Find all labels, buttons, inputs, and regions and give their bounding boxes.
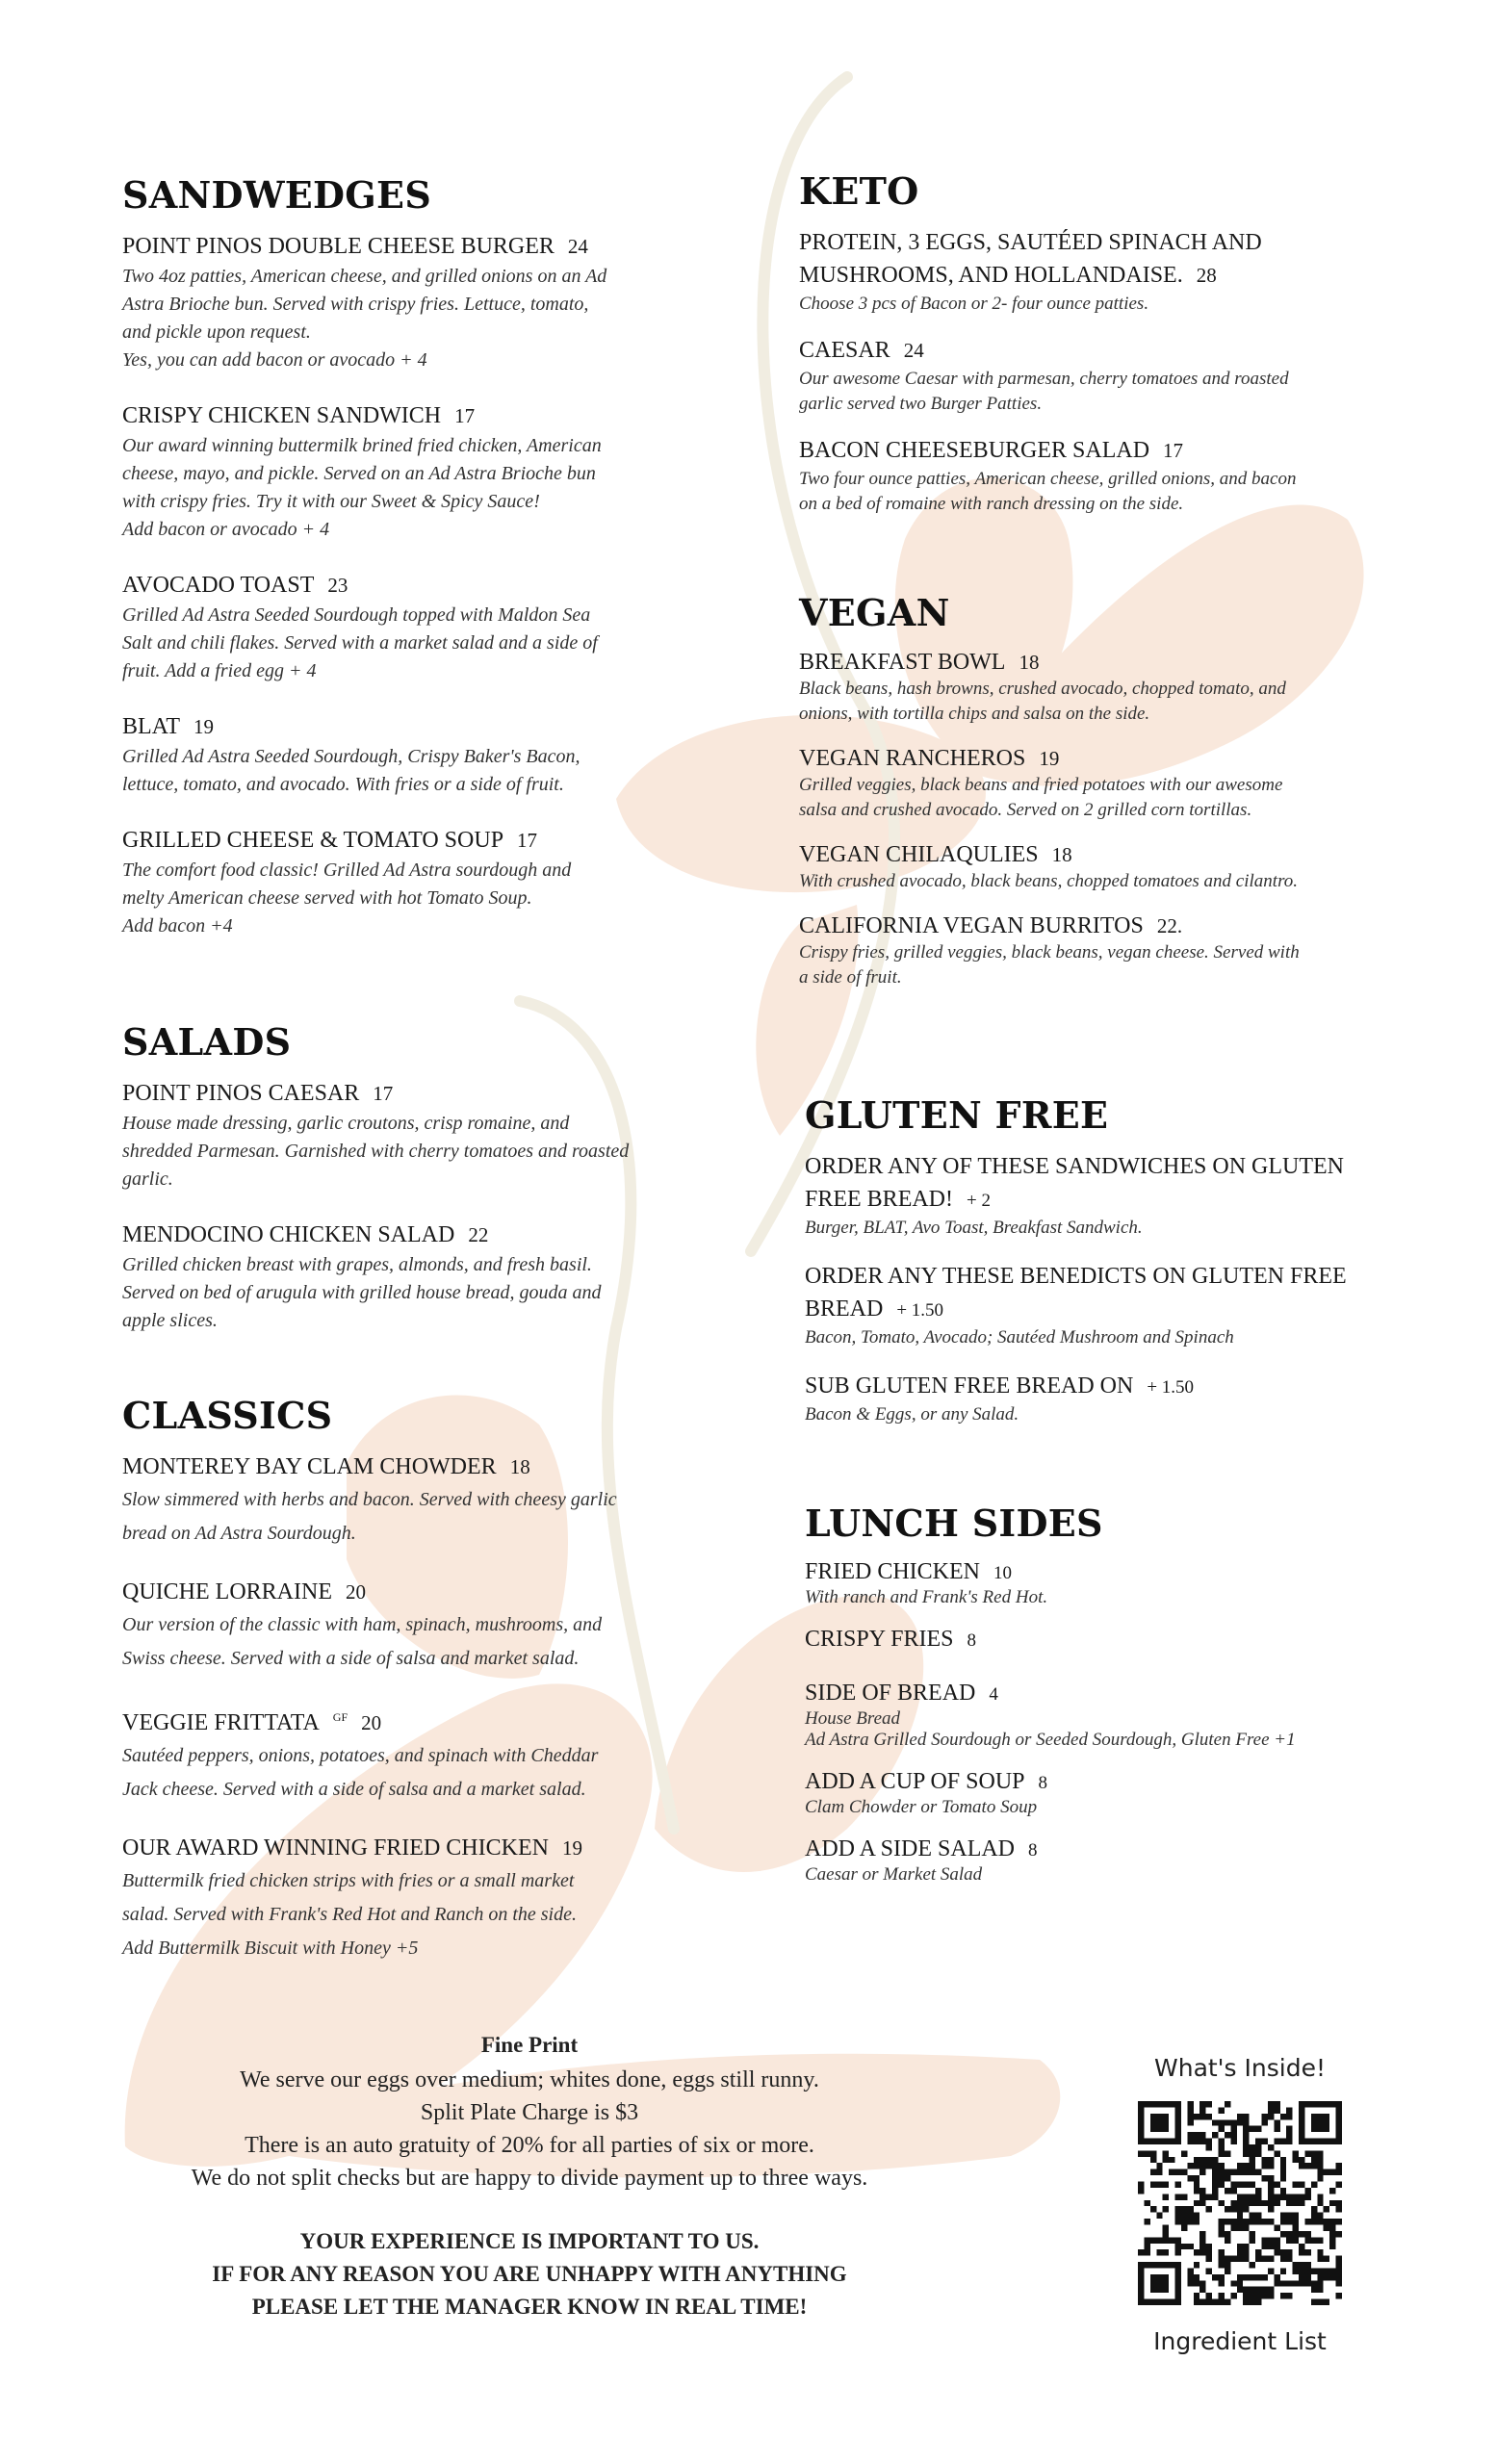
menu-item bbox=[799, 434, 1406, 517]
desc-line: onions, with tortilla chips and salsa on the side. bbox=[799, 704, 1150, 724]
item-description bbox=[799, 367, 1406, 417]
desc-line: Served on bed of arugula with grilled house bread, gouda and bbox=[122, 1282, 602, 1303]
desc-line: Grilled Ad Astra Seeded Sourdough topped with Maldon Sea bbox=[122, 604, 591, 626]
desc-line: Astra Brioche bun. Served with crispy fries. Lettuce, tomato, bbox=[122, 294, 589, 315]
menu-item bbox=[805, 1150, 1411, 1239]
section-gluten-free bbox=[805, 1093, 1411, 1447]
desc-line: Grilled chicken breast with grapes, almonds, and fresh basil. bbox=[122, 1254, 592, 1275]
item-price: 8 bbox=[967, 1630, 976, 1651]
item-name: POINT PINOS DOUBLE CHEESE BURGER bbox=[122, 234, 555, 259]
desc-line: apple slices. bbox=[122, 1310, 218, 1331]
item-name: CRISPY CHICKEN SANDWICH bbox=[122, 403, 442, 428]
item-description bbox=[805, 1864, 1411, 1886]
item-description bbox=[799, 940, 1406, 990]
desc-line: salad. Served with Frank's Red Hot and Ranch on the side. bbox=[122, 1904, 577, 1925]
item-price: 18 bbox=[509, 1455, 530, 1478]
item-name: ORDER ANY OF THESE SANDWICHES ON GLUTEN bbox=[805, 1154, 1345, 1179]
item-name: CAESAR bbox=[799, 338, 890, 363]
item-name: POINT PINOS CAESAR bbox=[122, 1081, 360, 1106]
item-description bbox=[122, 743, 709, 799]
item-name: CRISPY FRIES bbox=[805, 1627, 954, 1652]
item-name: ORDER ANY THESE BENEDICTS ON GLUTEN FREE bbox=[805, 1264, 1347, 1289]
item-note: Yes, you can add bacon or avocado + 4 bbox=[122, 349, 427, 371]
qr-code[interactable] bbox=[1138, 2101, 1342, 2305]
item-description bbox=[122, 263, 709, 374]
desc-line: Our award winning buttermilk brined fried chicken, American bbox=[122, 435, 602, 456]
item-price: 17 bbox=[454, 404, 476, 427]
menu-item bbox=[799, 334, 1406, 417]
menu-item bbox=[805, 1370, 1411, 1425]
menu-item bbox=[799, 648, 1406, 727]
item-price: + 2 bbox=[967, 1191, 991, 1211]
item-price: + 1.50 bbox=[896, 1300, 944, 1321]
fine-print-title: Fine Print bbox=[480, 2033, 579, 2057]
desc-line: a side of fruit. bbox=[799, 967, 902, 988]
item-description bbox=[805, 1327, 1411, 1348]
desc-line: garlic served two Burger Patties. bbox=[799, 394, 1043, 414]
desc-line: House Bread bbox=[805, 1708, 901, 1729]
item-name: SUB GLUTEN FREE BREAD ON bbox=[805, 1373, 1134, 1399]
menu-item bbox=[805, 1260, 1411, 1348]
item-name: OUR AWARD WINNING FRIED CHICKEN bbox=[122, 1835, 549, 1861]
desc-line: Salt and chili flakes. Served with a market salad and a side of bbox=[122, 632, 598, 654]
manager-notice-line: YOUR EXPERIENCE IS IMPORTANT TO US. bbox=[299, 2229, 760, 2253]
gluten-free-tag: GF bbox=[332, 1710, 348, 1724]
item-price: 20 bbox=[345, 1580, 366, 1604]
menu-item bbox=[805, 1835, 1411, 1886]
item-description bbox=[122, 1608, 709, 1676]
item-description bbox=[805, 1797, 1411, 1818]
desc-line: Add Buttermilk Biscuit with Honey +5 bbox=[122, 1938, 419, 1959]
desc-line: The comfort food classic! Grilled Ad Astra sourdough and bbox=[122, 860, 572, 881]
item-price: 19 bbox=[1039, 747, 1060, 770]
desc-line: Grilled Ad Astra Seeded Sourdough, Crispy Baker's Bacon, bbox=[122, 746, 580, 767]
item-name: PROTEIN, 3 EGGS, SAUTÉED SPINACH AND bbox=[799, 230, 1262, 255]
item-note: Add bacon or avocado + 4 bbox=[122, 519, 330, 540]
section-keto bbox=[799, 169, 1406, 534]
desc-line: Buttermilk fried chicken strips with fries or a small market bbox=[122, 1870, 575, 1891]
item-name: ADD A SIDE SALAD bbox=[805, 1836, 1016, 1861]
desc-line: Swiss cheese. Served with a side of salsa and market salad. bbox=[122, 1648, 580, 1669]
item-price: 18 bbox=[1019, 651, 1040, 674]
menu-item bbox=[122, 710, 709, 799]
item-description bbox=[805, 1587, 1411, 1608]
desc-line: cheese, mayo, and pickle. Served on an Ad Astra Brioche bun bbox=[122, 463, 596, 484]
item-price: 4 bbox=[989, 1684, 998, 1705]
desc-line: Grilled veggies, black beans and fried potatoes with our awesome bbox=[799, 775, 1283, 795]
item-name: BLAT bbox=[122, 714, 180, 739]
item-description bbox=[799, 773, 1406, 823]
item-price: 24 bbox=[567, 235, 588, 258]
item-name: MUSHROOMS, AND HOLLANDAISE. bbox=[799, 263, 1183, 288]
item-price: 8 bbox=[1038, 1773, 1048, 1793]
section-salads bbox=[122, 1020, 709, 1360]
section-title-keto: KETO bbox=[799, 169, 919, 213]
menu-item bbox=[122, 1219, 709, 1335]
section-title-gluten-free: GLUTEN FREE bbox=[805, 1093, 1109, 1137]
desc-line: Crispy fries, grilled veggies, black beans, vegan cheese. Served with bbox=[799, 942, 1300, 962]
item-name: QUICHE LORRAINE bbox=[122, 1579, 332, 1604]
menu-item bbox=[799, 226, 1406, 317]
desc-line: garlic. bbox=[122, 1168, 173, 1190]
desc-line: Two 4oz patties, American cheese, and grilled onions on an Ad bbox=[122, 266, 607, 287]
section-title-sandwedges: SANDWEDGES bbox=[122, 173, 432, 217]
item-price: 23 bbox=[327, 574, 348, 597]
desc-line: Black beans, hash browns, crushed avocado, chopped tomato, and bbox=[799, 679, 1286, 699]
item-name: CALIFORNIA VEGAN BURRITOS bbox=[799, 913, 1144, 938]
menu-item bbox=[122, 1701, 709, 1807]
item-name: AVOCADO TOAST bbox=[122, 573, 315, 598]
item-description bbox=[799, 467, 1406, 517]
item-name: ADD A CUP OF SOUP bbox=[805, 1769, 1025, 1794]
item-name: VEGAN CHILAQULIES bbox=[799, 842, 1039, 867]
item-description bbox=[122, 1864, 709, 1965]
item-price: 8 bbox=[1028, 1840, 1038, 1861]
menu-item bbox=[122, 1077, 709, 1194]
item-description bbox=[799, 292, 1406, 317]
menu-item bbox=[805, 1558, 1411, 1608]
desc-line: Caesar or Market Salad bbox=[805, 1864, 983, 1885]
item-description bbox=[805, 1218, 1411, 1239]
desc-line: Clam Chowder or Tomato Soup bbox=[805, 1797, 1038, 1817]
desc-line: Our awesome Caesar with parmesan, cherry tomatoes and roasted bbox=[799, 369, 1289, 389]
menu-item bbox=[799, 840, 1406, 894]
item-price: 22. bbox=[1156, 914, 1183, 937]
item-description bbox=[122, 1110, 709, 1194]
desc-line: With ranch and Frank's Red Hot. bbox=[805, 1587, 1048, 1607]
item-name: BREAD bbox=[805, 1296, 884, 1322]
section-classics bbox=[122, 1394, 709, 1990]
item-description bbox=[122, 432, 709, 544]
section-vegan bbox=[799, 591, 1406, 1008]
fine-print-line: There is an auto gratuity of 20% for all parties of six or more. bbox=[245, 2133, 814, 2158]
item-price: 10 bbox=[993, 1563, 1013, 1583]
item-price: 18 bbox=[1051, 843, 1072, 866]
item-name: BACON CHEESEBURGER SALAD bbox=[799, 438, 1150, 463]
item-name: VEGGIE FRITTATA bbox=[122, 1710, 320, 1735]
item-description bbox=[122, 1483, 709, 1551]
item-description bbox=[805, 1708, 1411, 1751]
section-lunch-sides bbox=[805, 1502, 1411, 1903]
desc-line: melty American cheese served with hot Tomato Soup. bbox=[122, 887, 532, 909]
item-name: BREAKFAST BOWL bbox=[799, 650, 1006, 675]
item-price: 24 bbox=[903, 339, 924, 362]
qr-top-caption: What's Inside! bbox=[1154, 2054, 1326, 2082]
fine-print-line: Split Plate Charge is $3 bbox=[420, 2100, 639, 2125]
item-description bbox=[799, 869, 1406, 894]
section-title-vegan: VEGAN bbox=[799, 591, 950, 634]
menu-item bbox=[122, 569, 709, 685]
item-name: MENDOCINO CHICKEN SALAD bbox=[122, 1222, 455, 1247]
section-title-lunch-sides: LUNCH SIDES bbox=[805, 1502, 1103, 1545]
desc-line: and pickle upon request. bbox=[122, 321, 311, 343]
item-description bbox=[122, 602, 709, 685]
item-description bbox=[799, 677, 1406, 727]
ingredient-qr-block bbox=[1124, 2054, 1355, 2355]
menu-item bbox=[122, 824, 709, 940]
desc-line: with crispy fries. Try it with our Sweet & Spicy Sauce! bbox=[122, 491, 540, 512]
menu-item bbox=[122, 399, 709, 544]
menu-item bbox=[122, 1450, 709, 1551]
item-price: + 1.50 bbox=[1147, 1377, 1195, 1398]
section-sandwedges bbox=[122, 173, 709, 965]
desc-line: Jack cheese. Served with a side of salsa and a market salad. bbox=[122, 1779, 586, 1800]
item-price: 19 bbox=[193, 715, 214, 738]
desc-line: on a bed of romaine with ranch dressing on the side. bbox=[799, 494, 1184, 514]
menu-item bbox=[122, 230, 709, 374]
item-price: 17 bbox=[373, 1082, 394, 1105]
item-note: Add bacon +4 bbox=[122, 915, 233, 937]
item-name: VEGAN RANCHEROS bbox=[799, 746, 1026, 771]
desc-line: Two four ounce patties, American cheese, grilled onions, and bacon bbox=[799, 469, 1297, 489]
desc-line: Our version of the classic with ham, spinach, mushrooms, and bbox=[122, 1614, 603, 1635]
manager-notice-line: IF FOR ANY REASON YOU ARE UNHAPPY WITH ANYTHING bbox=[212, 2262, 847, 2286]
desc-line: shredded Parmesan. Garnished with cherry tomatoes and roasted bbox=[122, 1141, 630, 1162]
item-price: 22 bbox=[468, 1223, 489, 1246]
desc-line: With crushed avocado, black beans, chopped tomatoes and cilantro. bbox=[799, 871, 1299, 891]
item-description bbox=[122, 1251, 709, 1335]
menu-item bbox=[805, 1768, 1411, 1818]
menu-item bbox=[122, 1576, 709, 1676]
desc-line: Ad Astra Grilled Sourdough or Seeded Sourdough, Gluten Free +1 bbox=[805, 1730, 1296, 1750]
menu-item bbox=[799, 911, 1406, 990]
item-description bbox=[805, 1404, 1411, 1425]
section-title-salads: SALADS bbox=[122, 1020, 292, 1064]
menu-item bbox=[805, 1680, 1411, 1751]
fine-print-line: We serve our eggs over medium; whites done, eggs still runny. bbox=[240, 2067, 819, 2092]
item-name: SIDE OF BREAD bbox=[805, 1681, 976, 1706]
menu-item bbox=[122, 1832, 709, 1965]
qr-bottom-caption: Ingredient List bbox=[1153, 2327, 1327, 2355]
section-title-classics: CLASSICS bbox=[122, 1394, 333, 1437]
desc-line: bread on Ad Astra Sourdough. bbox=[122, 1523, 356, 1544]
desc-line: salsa and crushed avocado. Served on 2 grilled corn tortillas. bbox=[799, 800, 1252, 820]
desc-line: Choose 3 pcs of Bacon or 2- four ounce patties. bbox=[799, 294, 1149, 314]
item-name: FRIED CHICKEN bbox=[805, 1559, 981, 1584]
item-price: 19 bbox=[561, 1836, 582, 1860]
item-name: MONTEREY BAY CLAM CHOWDER bbox=[122, 1454, 497, 1479]
desc-line: House made dressing, garlic croutons, crisp romaine, and bbox=[122, 1113, 570, 1134]
item-description bbox=[122, 1739, 709, 1807]
menu-item bbox=[805, 1626, 1411, 1655]
desc-line: Bacon & Eggs, or any Salad. bbox=[805, 1404, 1019, 1424]
item-description bbox=[122, 857, 709, 940]
manager-notice-line: PLEASE LET THE MANAGER KNOW IN REAL TIME! bbox=[251, 2295, 808, 2319]
item-price: 17 bbox=[1163, 439, 1184, 462]
desc-line: Bacon, Tomato, Avocado; Sautéed Mushroom and Spinach bbox=[805, 1327, 1234, 1348]
fine-print-line: We do not split checks but are happy to divide payment up to three ways. bbox=[191, 2166, 868, 2191]
item-name: FREE BREAD! bbox=[805, 1187, 954, 1212]
menu-item bbox=[799, 744, 1406, 823]
item-price: 20 bbox=[361, 1711, 382, 1734]
desc-line: lettuce, tomato, and avocado. With fries or a side of fruit. bbox=[122, 774, 564, 795]
item-price: 17 bbox=[517, 829, 538, 852]
desc-line: Sautéed peppers, onions, potatoes, and spinach with Cheddar bbox=[122, 1745, 599, 1766]
item-price: 28 bbox=[1196, 264, 1217, 287]
item-name: GRILLED CHEESE & TOMATO SOUP bbox=[122, 828, 504, 853]
desc-line: Burger, BLAT, Avo Toast, Breakfast Sandwich. bbox=[805, 1218, 1143, 1238]
desc-line: Slow simmered with herbs and bacon. Served with cheesy garlic bbox=[122, 1489, 617, 1510]
fine-print bbox=[125, 2033, 934, 2323]
desc-line: fruit. Add a fried egg + 4 bbox=[122, 660, 317, 681]
